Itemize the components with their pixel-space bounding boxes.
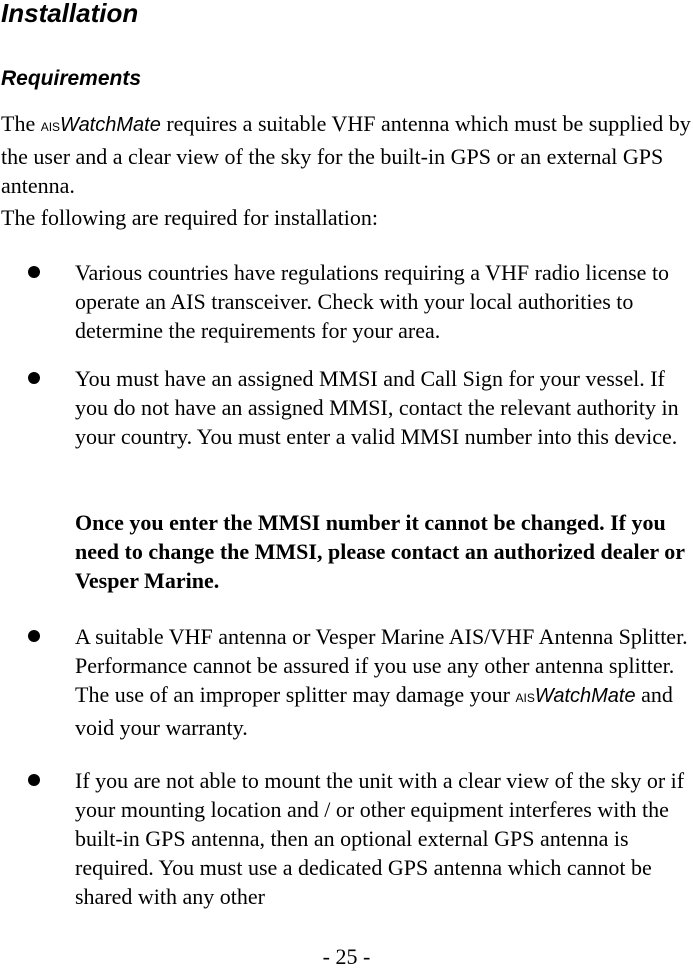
bullet-icon <box>28 266 40 278</box>
brand-name: WatchMate <box>60 114 161 136</box>
lead-paragraph: The following are required for installation: <box>1 205 378 230</box>
brand-prefix: AIS <box>515 691 535 705</box>
section-heading: Requirements <box>1 67 142 90</box>
bullet-icon <box>28 372 40 384</box>
bullet-icon <box>28 630 40 642</box>
page-heading: Installation <box>1 0 139 28</box>
vhf-antenna-pre-text: A suitable VHF antenna or Vesper Marine AIS/VHF Antenna Splitter. Performance cannot be assured if you use any other antenna splitter. The use of an improper splitter may damage your <box>75 624 688 707</box>
brand-name: WatchMate <box>534 685 636 707</box>
vhf-antenna-post-text: and void your warranty. <box>75 682 673 740</box>
intro-paragraph <box>1 109 691 200</box>
bullet-item-gps-antenna: If you are not able to mount the unit with a clear view of the sky or if your mounting location and / or other equipment interferes with the built-in GPS antenna, then an optional external GPS antenna is required. You must use a dedicated GPS antenna which cannot be shared with any other <box>75 768 685 909</box>
bullet-icon <box>28 774 40 786</box>
bullet-item-mmsi: You must have an assigned MMSI and Call Sign for your vessel. If you do not have an assigned MMSI, contact the relevant authority in your country. You must enter a valid MMSI number into this device. <box>75 366 679 449</box>
intro-pre-text: The <box>1 111 41 136</box>
bullet-item-vhf-antenna <box>75 622 693 742</box>
mmsi-warning-note: Once you enter the MMSI number it cannot be changed. If you need to change the MMSI, please contact an authorized dealer or Vesper Marine. <box>75 510 685 593</box>
bullet-item-license: Various countries have regulations requiring a VHF radio license to operate an AIS transceiver. Check with your local authorities to determine the requirements for your area. <box>75 260 670 343</box>
brand-prefix: AIS <box>40 120 61 134</box>
intro-post-text: requires a suitable VHF antenna which must be supplied by the user and a clear view of the sky for the built-in GPS or an external GPS antenna. <box>1 111 691 198</box>
page-number: - 25 - <box>322 944 371 969</box>
